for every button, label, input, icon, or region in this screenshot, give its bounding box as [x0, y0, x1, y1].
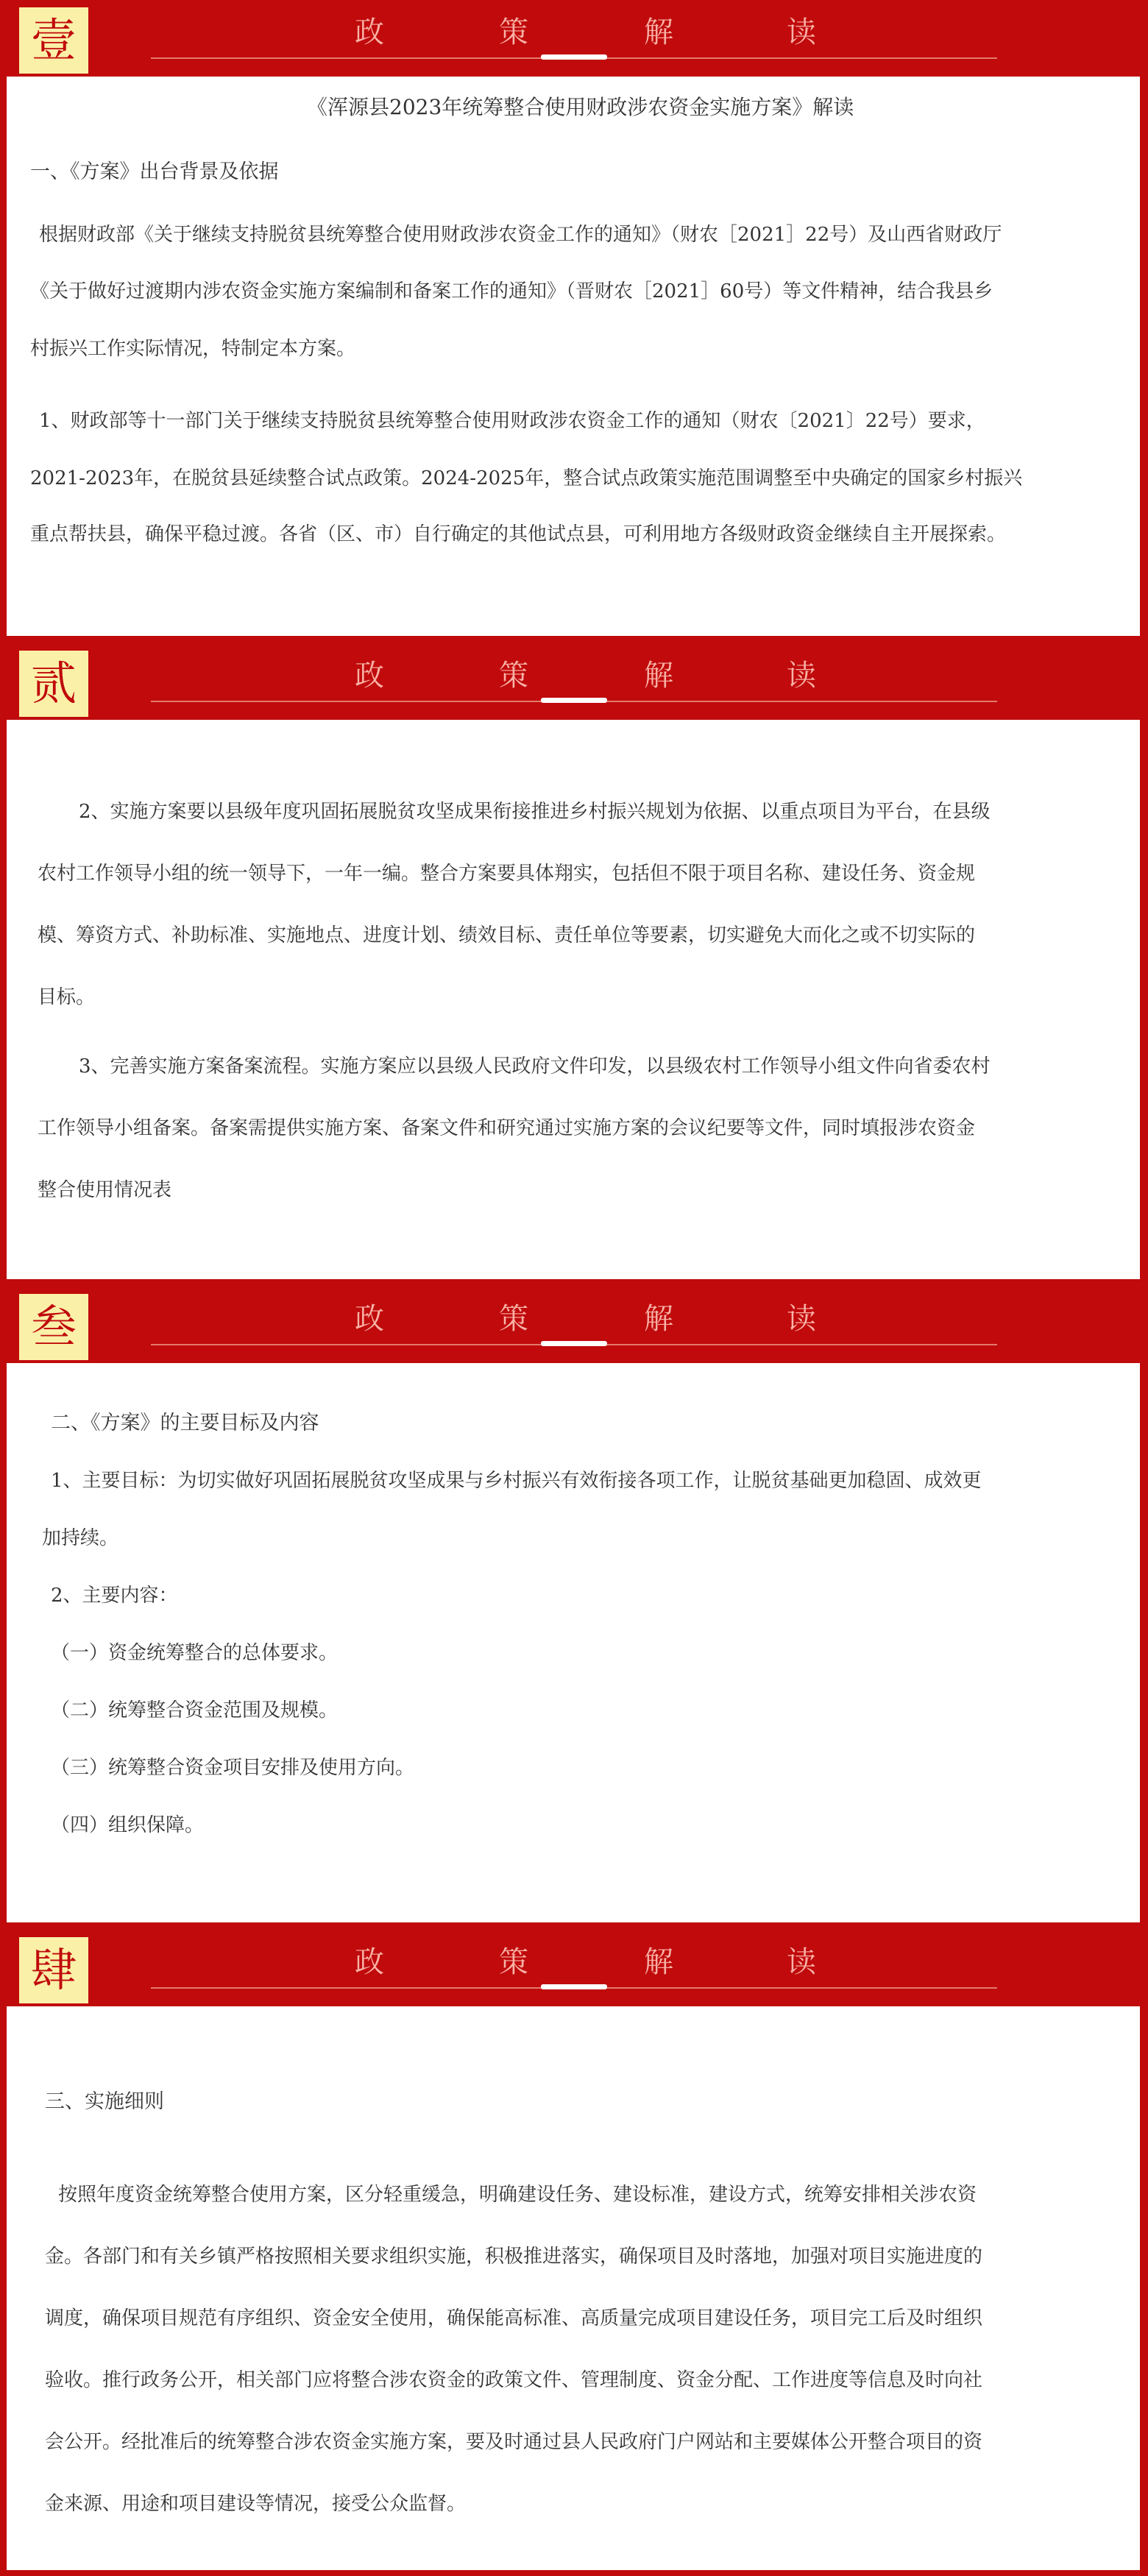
list-item: （三）统筹整合资金项目安排及使用方向。	[51, 1757, 415, 1779]
paragraph-line: 《关于做好过渡期内涉农资金实施方案编制和备案工作的通知》（晋财农［2021］60号）等文件精神，结合我县乡	[30, 280, 993, 302]
banner-word-2: 策	[499, 15, 528, 49]
banner-accent	[541, 1984, 607, 1989]
paragraph-line: 调度，确保项目规范有序组织、资金安全使用，确保能高标准、高质量完成项目建设任务，项目完工后及时组织	[45, 2307, 983, 2329]
paragraph-line: 2021-2023年，在脱贫县延续整合试点政策。2024-2025年，整合试点政策实施范围调整至中央确定的国家乡村振兴	[30, 467, 1023, 489]
paragraph-line: 按照年度资金统筹整合使用方案，区分轻重缓急，明确建设任务、建设标准，建设方式，统筹安排相关涉农资	[58, 2184, 977, 2206]
section-heading: 二、《方案》的主要目标及内容	[51, 1412, 319, 1434]
paragraph-line: 加持续。	[42, 1527, 119, 1549]
section-heading: 三、实施细则	[45, 2090, 164, 2113]
paragraph-line: 重点帮扶县，确保平稳过渡。各省（区、市）自行确定的其他试点县，可利用地方各级财政资金继续自主开展探索。	[30, 523, 1007, 545]
banner-word-3: 解	[644, 659, 673, 693]
paragraph-line: 村振兴工作实际情况，特制定本方案。	[30, 338, 356, 360]
section-panel-3	[7, 1363, 1140, 1922]
section-badge-3: 叁	[19, 1294, 88, 1360]
banner-accent	[541, 698, 607, 703]
banner-word-1: 政	[355, 15, 384, 49]
banner-word-3: 解	[644, 1302, 673, 1336]
banner-word-1: 政	[355, 659, 384, 693]
paragraph-line: 整合使用情况表	[38, 1179, 172, 1201]
paragraph-line: 3、完善实施方案备案流程。实施方案应以县级人民政府文件印发，以县级农村工作领导小组文件向省委农村	[79, 1055, 991, 1078]
paragraph-line: 1、主要目标：为切实做好巩固拓展脱贫攻坚成果与乡村振兴有效衔接各项工作，让脱贫基础更加稳固、成效更	[51, 1470, 982, 1492]
paragraph-line: 目标。	[38, 986, 96, 1008]
list-item: （二）统筹整合资金范围及规模。	[51, 1699, 339, 1722]
section-badge-4: 肆	[19, 1937, 88, 2003]
section-banner-2	[0, 643, 1148, 720]
banner-word-4: 读	[787, 1302, 816, 1336]
section-heading: 一、《方案》出台背景及依据	[30, 160, 279, 183]
banner-word-3: 解	[644, 1945, 673, 1979]
paragraph-line: 工作领导小组备案。备案需提供实施方案、备案文件和研究通过实施方案的会议纪要等文件，同时填报涉农资金	[38, 1117, 976, 1139]
section-badge-2: 贰	[19, 651, 88, 717]
banner-word-4: 读	[787, 659, 816, 693]
paragraph-line: 2、实施方案要以县级年度巩固拓展脱贫攻坚成果衔接推进乡村振兴规划为依据、以重点项目为平台，在县级	[79, 801, 991, 823]
section-panel-1	[7, 77, 1140, 636]
paragraph-line: 会公开。经批准后的统筹整合涉农资金实施方案，要及时通过县人民政府门户网站和主要媒体公开整合项目的资	[45, 2431, 983, 2453]
list-item: （四）组织保障。	[51, 1814, 205, 1836]
banner-word-1: 政	[355, 1945, 384, 1979]
paragraph-line: 金来源、用途和项目建设等情况，接受公众监督。	[45, 2493, 467, 2515]
banner-word-3: 解	[644, 15, 673, 49]
list-item: （一）资金统筹整合的总体要求。	[51, 1642, 339, 1664]
banner-word-2: 策	[499, 659, 528, 693]
paragraph-line: 模、筹资方式、补助标准、实施地点、进度计划、绩效目标、责任单位等要素，切实避免大而化之或不切实际的	[38, 924, 976, 946]
paragraph-line: 1、财政部等十一部门关于继续支持脱贫县统筹整合使用财政涉农资金工作的通知（财农〔2021〕22号）要求，	[39, 410, 985, 432]
section-panel-2	[7, 720, 1140, 1279]
paragraph-line: 金。各部门和有关乡镇严格按照相关要求组织实施，积极推进落实，确保项目及时落地，加强对项目实施进度的	[45, 2246, 983, 2268]
section-banner-1	[0, 0, 1148, 77]
banner-accent	[541, 1341, 607, 1346]
banner-word-2: 策	[499, 1945, 528, 1979]
content-label: 2、主要内容：	[51, 1585, 178, 1607]
document-title: 《浑源县2023年统筹整合使用财政涉农资金实施方案》解读	[307, 95, 854, 119]
section-badge-1: 壹	[19, 7, 88, 74]
banner-word-2: 策	[499, 1302, 528, 1336]
banner-word-4: 读	[787, 15, 816, 49]
banner-accent	[541, 54, 607, 60]
paragraph-line: 农村工作领导小组的统一领导下，一年一编。整合方案要具体翔实，包括但不限于项目名称、建设任务、资金规	[38, 863, 976, 885]
section-banner-3	[0, 1287, 1148, 1363]
banner-word-4: 读	[787, 1945, 816, 1979]
paragraph-line: 根据财政部《关于继续支持脱贫县统筹整合使用财政涉农资金工作的通知》（财农［2021］22号）及山西省财政厅	[39, 224, 1002, 246]
section-banner-4	[0, 1930, 1148, 2006]
banner-word-1: 政	[355, 1302, 384, 1336]
paragraph-line: 验收。推行政务公开，相关部门应将整合涉农资金的政策文件、管理制度、资金分配、工作进度等信息及时向社	[45, 2369, 983, 2391]
section-panel-4	[7, 2006, 1140, 2570]
